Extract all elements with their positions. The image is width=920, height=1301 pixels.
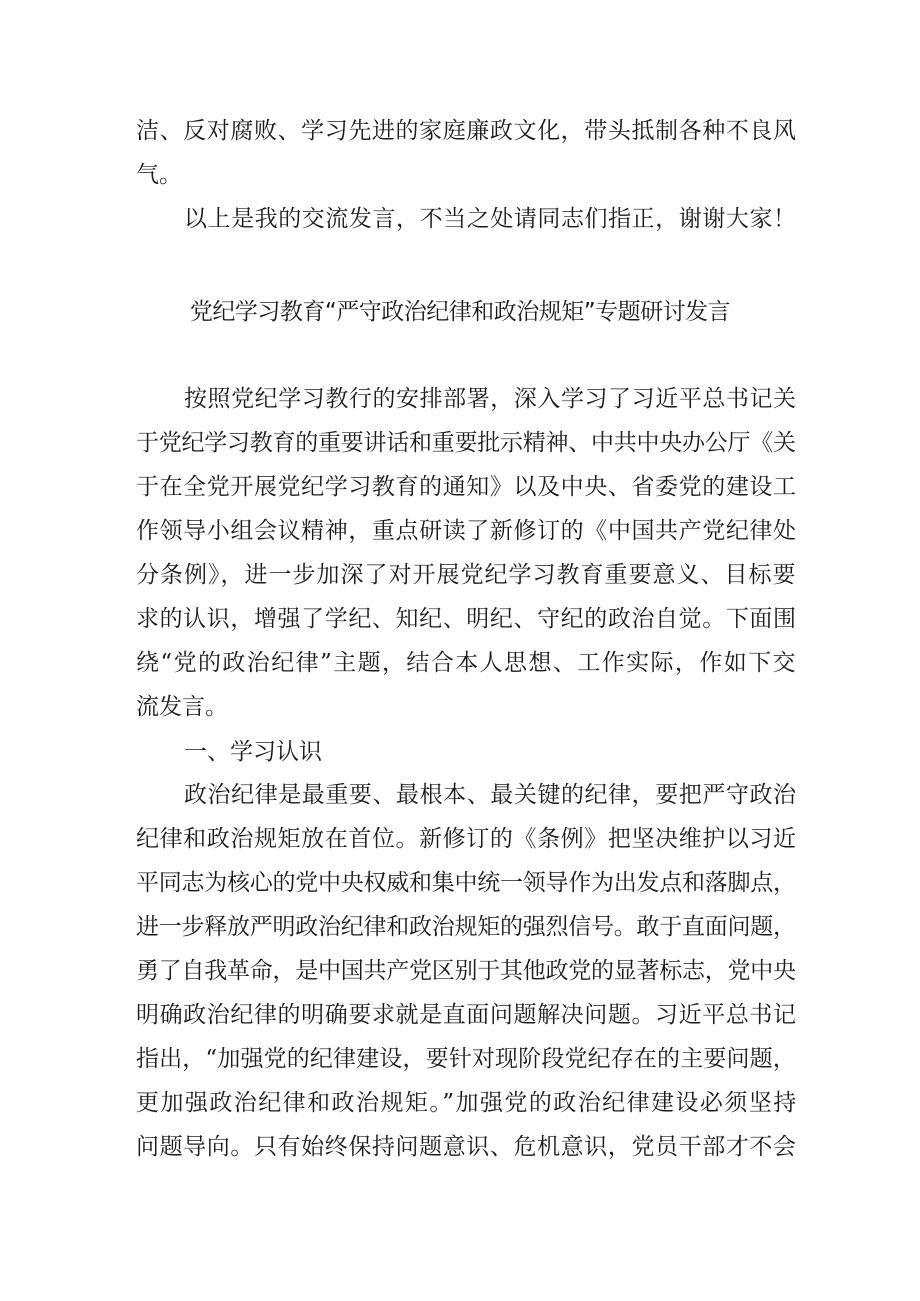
intro-line: 分条例》，进一步加深了对开展党纪学习教育重要意义、目标要 bbox=[136, 562, 797, 588]
section-line: 更加强政治纪律和政治规矩。”加强党的政治纪律建设必须坚持 bbox=[136, 1090, 798, 1116]
intro-line: 绕“党的政治纪律”主题，结合本人思想、工作实际，作如下交 bbox=[136, 650, 797, 676]
section-line: 平同志为核心的党中央权威和集中统一领导作为出发点和落脚点， bbox=[136, 870, 796, 896]
intro-line: 按照党纪学习教行的安排部署，深入学习了习近平总书记关 bbox=[184, 386, 797, 412]
section-line: 问题导向。只有始终保持问题意识、危机意识，党员干部才不会 bbox=[136, 1134, 797, 1160]
section-line: 政治纪律是最重要、最根本、最关键的纪律，要把严守政治 bbox=[184, 782, 797, 808]
closing-remark: 以上是我的交流发言，不当之处请同志们指正，谢谢大家！ bbox=[184, 206, 797, 232]
intro-line: 于在全党开展党纪学习教育的通知》以及中央、省委党的建设工 bbox=[136, 474, 797, 500]
section-line: 指出，“加强党的纪律建设，要针对现阶段党纪存在的主要问题， bbox=[136, 1046, 796, 1072]
section-line: 进一步释放严明政治纪律和政治规矩的强烈信号。敢于直面问题， bbox=[136, 914, 796, 940]
intro-line: 求的认识，增强了学纪、知纪、明纪、守纪的政治自觉。下面围 bbox=[136, 606, 797, 632]
prev-section-line: 洁、反对腐败、学习先进的家庭廉政文化，带头抵制各种不良风 bbox=[136, 118, 797, 144]
section-heading: 一、学习认识 bbox=[184, 739, 322, 765]
section-line: 明确政治纪律的明确要求就是直面问题解决问题。习近平总书记 bbox=[136, 1002, 797, 1028]
intro-line: 于党纪学习教育的重要讲话和重要批示精神、中共中央办公厅《关 bbox=[136, 430, 796, 456]
section-line: 纪律和政治规矩放在首位。新修订的《条例》把坚决维护以习近 bbox=[136, 826, 797, 852]
intro-line: 流发言。 bbox=[136, 694, 228, 720]
prev-section-line: 气。 bbox=[136, 162, 182, 188]
intro-line: 作领导小组会议精神，重点研读了新修订的《中国共产党纪律处 bbox=[136, 518, 797, 544]
article-title: 党纪学习教育“严守政治纪律和政治规矩”专题研讨发言 bbox=[189, 299, 731, 325]
section-line: 勇了自我革命，是中国共产党区别于其他政党的显著标志，党中央 bbox=[136, 958, 796, 984]
